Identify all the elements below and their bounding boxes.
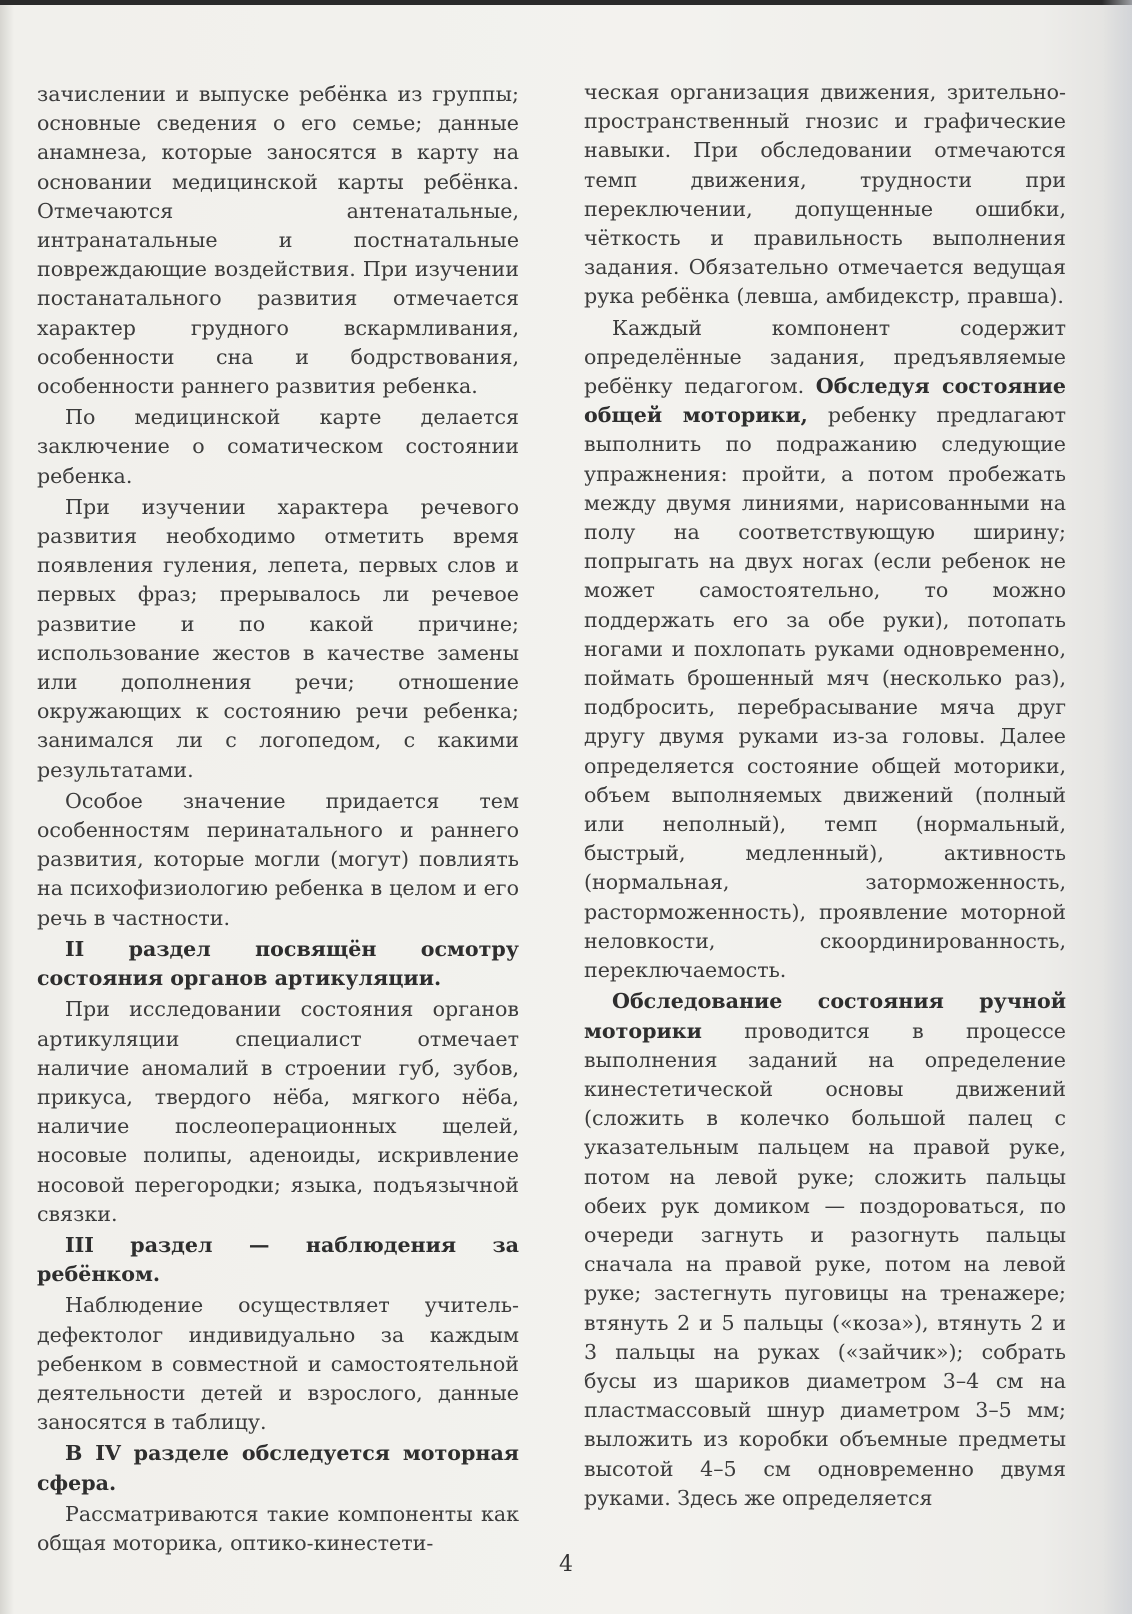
bold-term: Обследуя состояние общей моторики, bbox=[584, 374, 1067, 428]
left-column bbox=[37, 80, 519, 1558]
section-heading bbox=[37, 935, 519, 993]
section-heading-text: II раздел посвящён осмотру состояния органов артикуляции. bbox=[37, 936, 519, 991]
section-heading-text: В IV разделе обследуется моторная сфера. bbox=[37, 1441, 519, 1495]
paragraph: зачислении и выпуске ребёнка из группы; основные сведения о его семье; данные анамнеза, которые заносятся в карту на основании медицинской карты ребёнка. Отмечаются антенатальные, интранатальные и постнатальные повреждающие воздействия. При изучении постанатального развития отмечается характер грудного вскармливания, особенности сна и бодрствования, особенности раннего развития ребенка. bbox=[37, 82, 519, 399]
paragraph-text: Каждый компонент содержит определённые задания, предъявляемые ребёнку педагогом. bbox=[584, 315, 1066, 399]
paragraph: Рассматриваются такие компоненты как общая моторика, оптико-кинестети- bbox=[37, 1501, 519, 1555]
paragraph: Особое значение придается тем особенностям перинатального и раннего развития, которые могли (могут) повлиять на психофизиологию ребенка в целом и его речь в частности. bbox=[37, 788, 519, 930]
right-column bbox=[584, 78, 1066, 1513]
paragraph-text: проводится в процессе выполнения заданий на определение кинестетической основы движений (сложить в колечко большой палец с указательным пальцем на правой руке, потом на левой руке; сложить пальцы обеих рук домиком — поздороваться, по очереди загнуть и разогнуть пальцы сначала на правой руке, потом на левой руке; застегнуть пуговицы на тренажере; втянуть 2 и 5 пальцы («коза»), втянуть 2 и 3 пальцы на руках («зайчик»); собрать бусы из шариков диаметром 3–4 см на пластмассовый шнур диаметром 3–5 мм; выложить из коробки объемные предметы высотой 4–5 см одновременно двумя руками. Здесь же определяется bbox=[584, 1018, 1066, 1510]
paragraph: ческая организация движения, зрительно-пространственный гнозис и графические навыки. При обследовании отмечаются темп движения, трудности при переключении, допущенные ошибки, чёткость и правильность выполнения задания. Обязательно отмечается ведущая рука ребёнка (левша, амбидекстр, правша). bbox=[584, 80, 1066, 309]
section-heading bbox=[37, 1231, 519, 1289]
paragraph-text: ребенку предлагают выполнить по подражанию следующие упражнения: пройти, а потом пробежать между двумя линиями, нарисованными на полу на соответствующую ширину; попрыгать на двух ногах (если ребенок не может самостоятельно, то можно поддержать его за обе руки), потопать ногами и похлопать руками одновременно, поймать брошенный мяч (несколько раз), подбросить, перебрасывание мяча друг другу двумя руками из-за головы. Далее определяется состояние общей моторики, объем выполняемых движений (полный или неполный), темп (нормальный, быстрый, медленный), активность (нормальная, заторможенность, расторможенность), проявление моторной неловкости, скоординированность, переключаемость. bbox=[584, 403, 1066, 983]
section-heading bbox=[37, 1439, 519, 1497]
bold-term: Обследование состояния ручной моторики bbox=[584, 989, 1066, 1043]
paragraph: При изучении характера речевого развития необходимо отметить время появления гуления, лепета, первых слов и первых фраз; прерывалось ли речевое развитие и по какой причине; использование жестов в качестве замены или дополнения речи; отношение окружающих к состоянию речи ребенка; занимался ли с логопедом, с какими результатами. bbox=[37, 494, 519, 782]
paragraph bbox=[584, 987, 1066, 1513]
page-gutter-shadow bbox=[1102, 0, 1132, 1614]
paragraph: Наблюдение осуществляет учитель-дефектолог индивидуально за каждым ребенком в совместной и самостоятельной деятельности детей и взрослого, данные заносятся в таблицу. bbox=[37, 1293, 519, 1435]
paragraph: По медицинской карте делается заключение о соматическом состоянии ребенка. bbox=[37, 405, 519, 488]
section-heading-text: III раздел — наблюдения за ребёнком. bbox=[37, 1232, 519, 1287]
page-top-edge bbox=[0, 0, 1132, 5]
paragraph: При исследовании состояния органов артикуляции специалист отмечает наличие аномалий в строении губ, зубов, прикуса, твердого нёба, мягкого нёба, наличие послеоперационных щелей, носовые полипы, аденоиды, искривление носовой перегородки; языка, подъязычной связки. bbox=[37, 997, 519, 1226]
page-number: 4 bbox=[559, 1552, 573, 1577]
paragraph bbox=[584, 314, 1066, 986]
